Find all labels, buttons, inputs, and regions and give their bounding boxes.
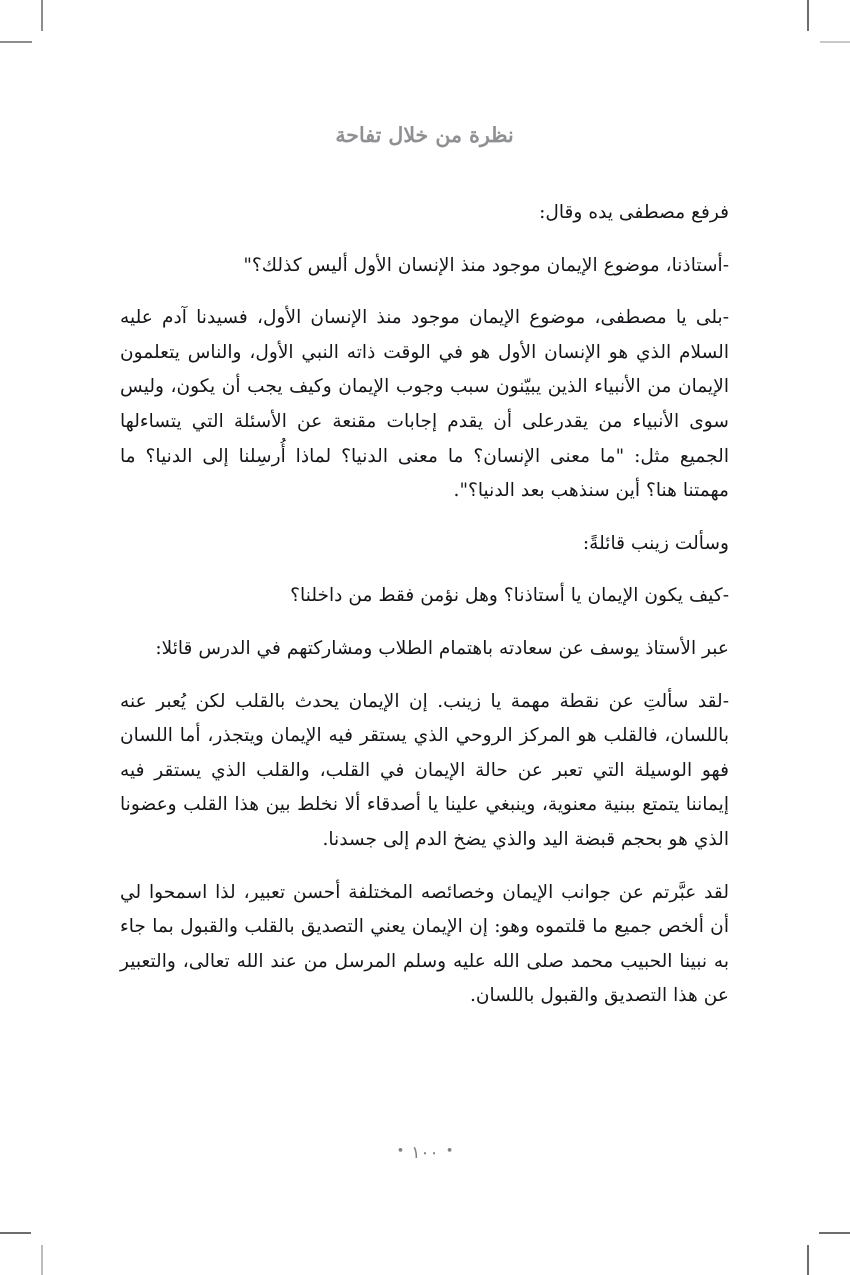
paragraph-3: -بلى يا مصطفى، موضوع الإيمان موجود منذ الإنسان الأول، فسيدنا آدم عليه السلام الذي هو الإنسان الأول هو في الوقت ذاته النبي الأول، والناس يتعلمون الإيمان من الأنبياء الذين يبيّنون سبب وجوب الإيمان وكيف يجب أن يكون، وليس سوى الأنبياء من يقدرعلى أن يقدم إجابات مقنعة عن الأسئلة التي يتساءلها الجميع مثل: "ما معنى الإنسان؟ ما معنى الدنيا؟ لماذا أُرسِلنا إلى الدنيا؟ ما مهمتنا هنا؟ أين سنذهب بعد الدنيا؟". bbox=[120, 307, 729, 502]
crop-mark-top-left-vertical bbox=[41, 0, 43, 31]
crop-mark-bottom-right-horizontal bbox=[819, 1232, 850, 1234]
page-title: نظرة من خلال تفاحة bbox=[335, 123, 514, 147]
crop-mark-bottom-left-vertical bbox=[41, 1245, 43, 1275]
folio-dot-left: • bbox=[445, 1144, 454, 1159]
crop-mark-top-right-horizontal bbox=[820, 41, 850, 43]
page-number bbox=[0, 1143, 850, 1163]
crop-mark-bottom-left-horizontal bbox=[0, 1232, 31, 1234]
body-text bbox=[120, 196, 729, 1014]
paragraph-4: وسألت زينب قائلةً: bbox=[582, 532, 729, 554]
paragraph-7: -لقد سألتِ عن نقطة مهمة يا زينب. إن الإيمان يحدث بالقلب لكن يُعبر عنه باللسان، فالقلب هو المركز الروحي الذي يستقر فيه الإيمان ويتجذر، أما اللسان فهو الوسيلة التي تعبر عن حالة الإيمان في القلب، والقلب الذي يستقر فيه إيماننا يتمتع ببنية معنوية، وينبغي علينا يا أصدقاء ألا نخلط بين هذا القلب وعضونا الذي هو بحجم قبضة اليد والذي يضخ الدم إلى جسدنا. bbox=[120, 690, 729, 850]
paragraph-6: عبر الأستاذ يوسف عن سعادته باهتمام الطلاب ومشاركتهم في الدرس قائلا: bbox=[155, 637, 729, 659]
folio-number: ١٠٠ bbox=[411, 1143, 439, 1163]
crop-mark-bottom-right-vertical bbox=[807, 1245, 809, 1275]
crop-mark-top-left-horizontal bbox=[0, 41, 32, 43]
crop-mark-top-right-vertical bbox=[807, 0, 809, 31]
paragraph-8: لقد عبَّرتم عن جوانب الإيمان وخصائصه المختلفة أحسن تعبير، لذا اسمحوا لي أن ألخص جميع ما قلتموه وهو: إن الإيمان يعني التصديق بالقلب والقبول بما جاء به نبينا الحبيب محمد صلى الله عليه وسلم المرسل من عند الله تعالى، والتعبير عن هذا التصديق والقبول باللسان. bbox=[120, 881, 729, 1007]
paragraph-2: -أستاذنا، موضوع الإيمان موجود منذ الإنسان الأول أليس كذلك؟" bbox=[243, 254, 729, 276]
paragraph-5: -كيف يكون الإيمان يا أستاذنا؟ وهل نؤمن فقط من داخلنا؟ bbox=[290, 585, 729, 607]
folio-dot-right: • bbox=[396, 1144, 405, 1159]
paragraph-1: فرفع مصطفى يده وقال: bbox=[539, 202, 729, 223]
